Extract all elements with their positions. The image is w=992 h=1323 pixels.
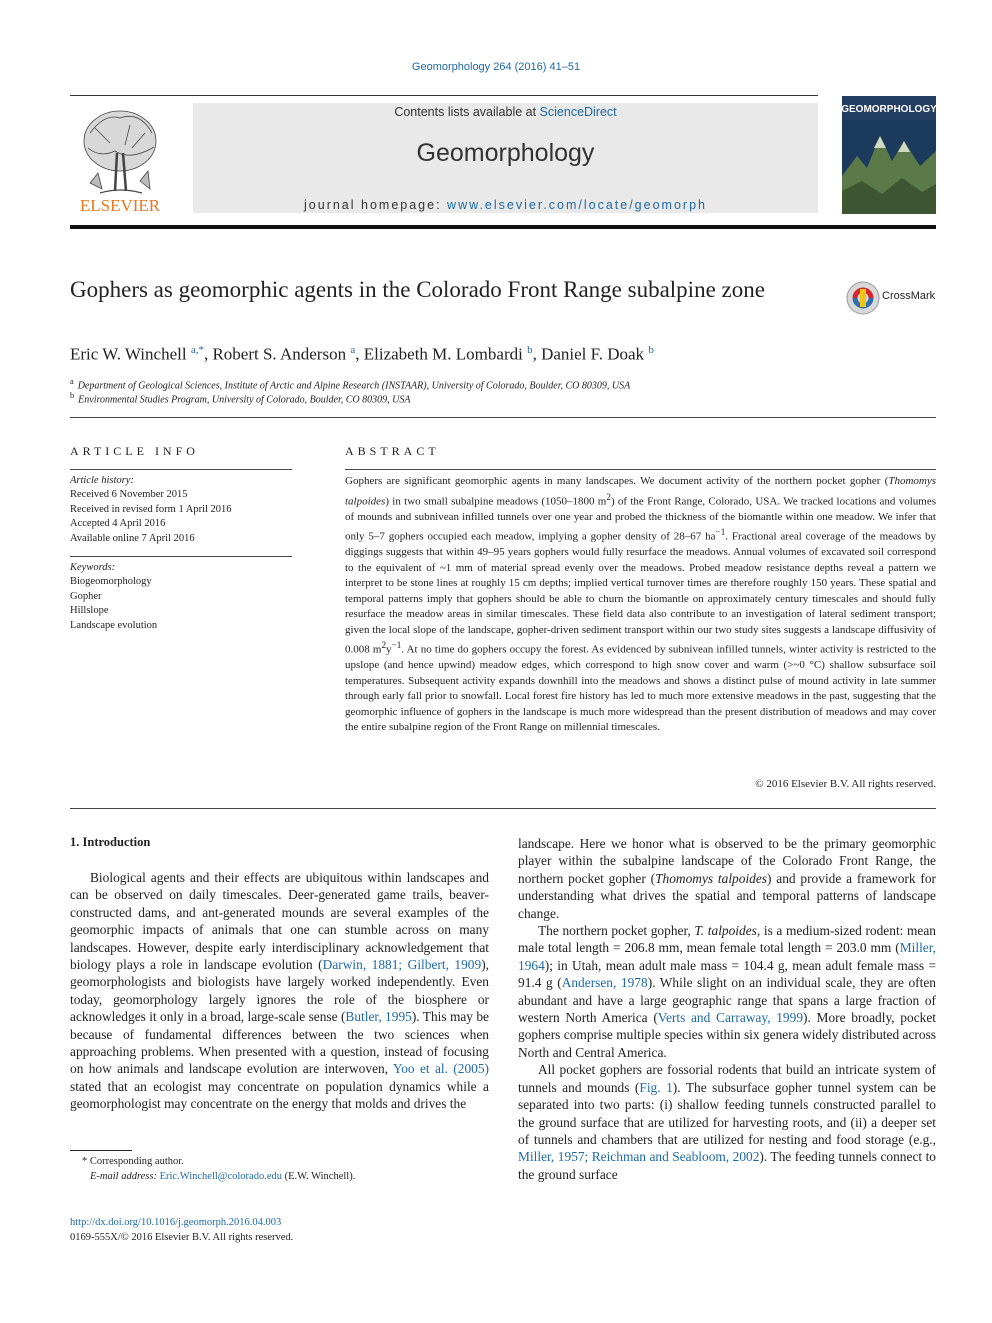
citation-link[interactable]: Verts and Carraway, 1999 <box>657 1010 804 1026</box>
header-thick-rule <box>70 225 936 229</box>
author-name[interactable]: Eric W. Winchell <box>70 344 187 364</box>
author-list: Eric W. Winchell $^{a,*}$, Robert S. Anderson $^a$, Elizabeth M. Lombardi $^b$, Daniel F. Doak $^b$ <box>70 344 654 364</box>
keyword: Biogeomorphology <box>70 576 152 588</box>
cover-title: GEOMORPHOLOGY <box>842 104 936 115</box>
elsevier-tree-icon <box>70 103 170 213</box>
journal-homepage-line <box>193 198 818 212</box>
citation-link[interactable]: Darwin, 1881; Gilbert, 1909 <box>322 957 482 973</box>
keywords <box>70 561 292 633</box>
footnote <box>70 1154 490 1184</box>
author-affil-mark[interactable]: b <box>527 344 533 356</box>
citation-link[interactable]: Miller, 1957; Reichman and Seabloom, 2002 <box>518 1149 760 1165</box>
citation-link[interactable]: Miller, 1964 <box>518 940 936 973</box>
history-item: Available online 7 April 2016 <box>70 532 195 544</box>
author-name[interactable]: Robert S. Anderson <box>212 344 347 364</box>
homepage-link[interactable]: www.elsevier.com/locate/geomorph <box>447 198 707 212</box>
elsevier-wordmark: ELSEVIER <box>79 196 161 213</box>
corresponding-author-note: * Corresponding author. <box>82 1156 184 1167</box>
history-item: Received in revised form 1 April 2016 <box>70 503 232 515</box>
history-item: Received 6 November 2015 <box>70 489 188 501</box>
abstract-text: Gophers are significant geomorphic agents in many landscapes. We document activity of the northern pocket gopher (Thomomys talpoides) in two small subalpine meadows (1050–1800 $m^2$) of the Front Range, Colorado, USA. We tracked locations and volumes of mounds and subnivean infilled tunnels over one year and probed the thickness of the biomantle within one meadow. We infer that only 5–7 gophers occupied each meadow, implying a gopher density of 28–67 $ha^{-1}$. Fractional areal coverage of the meadows by diggings suggests that within 49–95 years gophers would fully resurface the meadows. Annual volumes of excavated soil correspond to the equivalent of ~1 mm of material spread evenly over the meadows. Probed meadow resistance depths reveal a pattern we interpret to be stone lines at roughly 15 cm depths; implied vertical turnover times are therefore roughly 150 years. These spatial and temporal patterns imply that gophers should be able to churn the biomantle on approximately century timescales and should fully resurface the meadow areas in similar timescales. These field data also contribute to an investigation of lateral sediment transport; given the local slope of the landscape, gopher-driven sediment transport within our two study sites suggests a landscape diffusivity of 0.008 $m^2y^{-1}$. At no time do gophers occupy the forest. As evidenced by subnivean infilled tunnels, winter activity is restricted to the upslope (and hence upwind) meadow edges, which correspond to high snow cover and warm (>~0 °C) shallow subsurface soil temperatures. Subsequent activity expands downhill into the meadows and shows a distinct pulse of mound activity in late summer through early fall prior to snowfall. Local forest fire history has led to much more extensive meadows in the past, suggesting that the geomorphic influence of gophers in the landscape is much more widespread than the present distribution of meadows and may cover the entire subalpine region of the Front Range on millennial timescales. <box>345 475 936 734</box>
homepage-prefix: journal homepage: <box>304 198 448 212</box>
author-name[interactable]: Elizabeth M. Lombardi <box>363 344 523 364</box>
email-note: E-mail address: Eric.Winchell@colorado.edu (E.W. Winchell). <box>90 1171 356 1182</box>
corresponding-star: * <box>198 344 204 356</box>
author-affil-mark[interactable]: b <box>648 344 654 356</box>
abstract-rule <box>345 469 936 470</box>
keyword: Landscape evolution <box>70 619 158 631</box>
history-item: Accepted 4 April 2016 <box>70 518 166 530</box>
keyword: Hillslope <box>70 605 109 617</box>
affiliation-mark: a <box>70 377 74 386</box>
article-info-rule <box>70 469 292 470</box>
species-name: Thomomys talpoides <box>345 475 936 508</box>
affiliation-a <box>70 377 870 391</box>
section-heading-introduction: 1. Introduction <box>70 835 151 849</box>
journal-cover-art <box>842 96 936 214</box>
contents-prefix: Contents lists available at <box>394 105 540 119</box>
affiliation-rule <box>70 417 936 418</box>
copyright-notice: © 2016 Elsevier B.V. All rights reserved. <box>755 778 936 790</box>
issn-line: 0169-555X/© 2016 Elsevier B.V. All rights reserved. <box>70 1232 294 1243</box>
elsevier-logo[interactable] <box>70 103 170 213</box>
footnote-rule <box>70 1150 132 1151</box>
citation-link[interactable]: Butler, 1995 <box>345 1009 412 1025</box>
intro-right-column <box>518 835 936 1183</box>
paragraph: All pocket gophers are fossorial rodents that build an intricate system of tunnels and mounds (Fig. 1). The subsurface gopher tunnel system can be separated into two parts: (i) shallow feeding tunnels constructed parallel to the ground surface that are utilized for harvesting roots, and (ii) a deeper set of tunnels and chambers that are utilized for nesting and food storage (e.g., Miller, 1957; Reichman and Seabloom, 2002). The feeding tunnels connect to the ground surface <box>518 1062 936 1182</box>
journal-name: Geomorphology <box>416 139 595 167</box>
contents-line <box>193 105 818 119</box>
abstract-bottom-rule <box>70 808 936 809</box>
keyword: Gopher <box>70 590 102 602</box>
doi-block <box>70 1215 490 1245</box>
keywords-label: Keywords: <box>70 562 116 573</box>
affiliation-text: Environmental Studies Program, University of Colorado, Boulder, CO 80309, USA <box>78 394 411 406</box>
journal-reference-link[interactable]: Geomorphology 264 (2016) 41–51 <box>411 61 581 73</box>
crossmark-label: CrossMark <box>882 290 936 302</box>
header-top-rule <box>70 95 818 96</box>
abstract-heading: ABSTRACT <box>345 444 440 458</box>
paragraph: landscape. Here we honor what is observed to be the primary geomorphic player within the subalpine landscape of the Colorado Front Range, the northern pocket gopher (Thomomys talpoides) and provide a framework for understanding what drives the spatial and temporal patterns of landscape change. <box>518 836 936 921</box>
article-title: Gophers as geomorphic agents in the Colorado Front Range subalpine zone <box>70 277 765 302</box>
sciencedirect-link[interactable]: ScienceDirect <box>539 105 617 119</box>
citation-link[interactable]: Yoo et al. (2005) <box>392 1061 489 1077</box>
author-affil-mark[interactable]: a <box>350 344 356 356</box>
paragraph: The northern pocket gopher, T. talpoides, is a medium-sized rodent: mean male total length = 206.8 mm, mean female total length = 203.0 mm (Miller, 1964); in Utah, mean adult male mass = 104.4 g, mean adult female mass = 91.4 g (Andersen, 1978). While slight on an individual scale, they are often abundant and have a large geographic range that spans a large fraction of western North America (Verts and Carraway, 1999). More broadly, pocket gophers comprise multiple species within six genera widely distributed across North and Central America. <box>518 923 937 1060</box>
crossmark-icon <box>845 280 881 316</box>
intro-left-column: Biological agents and their effects are ubiquitous within landscapes and can be observed on daily timescales. Deer-generated game trails, beaver-constructed dams, and ant-generated mounds are several examples of the geomorphic impacts of animals that one can stumble across on many landscapes. However, despite early interdisciplinary acknowledgement that biology plays a role in landscape evolution (Darwin, 1881; Gilbert, 1909), geomorphologists and biologists have largely worked independently. Even today, geomorphology largely ignores the role of the biosphere or acknowledges it only in a broad, large-scale sense (Butler, 1995). This may be because of fundamental differences between the two sciences when approaching problems. When presented with a question, instead of focusing on how animals and landscape evolution are interwoven, Yoo et al. (2005) stated that an ecologist may concentrate on population dynamics while a geomorphologist may concentrate on the energy that molds and drives the <box>70 870 490 1112</box>
affiliation-mark: b <box>70 391 75 400</box>
author-name[interactable]: Daniel F. Doak <box>541 344 645 364</box>
doi-link[interactable]: http://dx.doi.org/10.1016/j.geomorph.2016.04.003 <box>70 1217 282 1228</box>
author-affil-mark[interactable]: a,* <box>190 344 204 356</box>
affiliation-text: Department of Geological Sciences, Institute of Arctic and Alpine Research (INSTAAR), University of Colorado, Boulder, CO 80309, USA <box>77 380 631 392</box>
figure-link[interactable]: Fig. 1 <box>639 1079 673 1095</box>
article-info-heading: ARTICLE INFO <box>70 444 199 458</box>
citation-link[interactable]: Andersen, 1978 <box>561 975 648 991</box>
keywords-rule <box>70 556 292 557</box>
email-link[interactable]: Eric.Winchell@colorado.edu <box>159 1171 282 1182</box>
crossmark-badge[interactable] <box>845 280 940 316</box>
article-history <box>70 474 292 546</box>
journal-cover-image[interactable] <box>842 96 936 214</box>
history-label: Article history: <box>70 475 134 486</box>
affiliation-b <box>70 391 870 405</box>
